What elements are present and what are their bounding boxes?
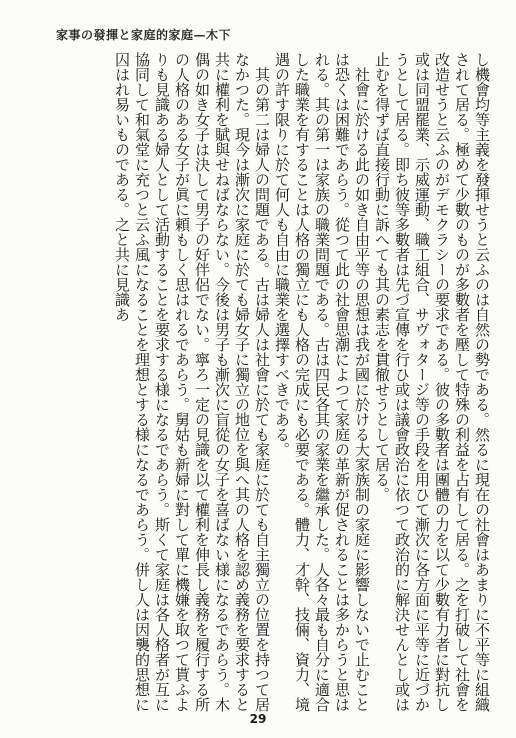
page-number: 29 <box>249 712 267 726</box>
paragraph: し機會均等主義を發揮せうと云ふのは自然の勢である。然るに現在の社會はあまりに不平等に組織されて居る。極めて少數のものが多數者を壓して特殊の利益を占有して居る。之を打破して社會を改造せうと云ふのがデモクラシーの要求である。彼の多數者は團體の力を以て少數有力者に對抗し或は同盟罷業、示威運動、職工組合、サヴォタージ等の手段を用ひて漸次に各方面に平等に近づかうとして居る。即ち彼等多數者は先づ宣傳を行ひ或は議會政治に依つて政治的に解決せんとし或は止むを得ずば直接行動に訴へても其の素志を貫徹せうとして居る。 <box>373 52 491 712</box>
paragraph: 社會に於ける此の如き自由平等の思想は我が國に於ける大家族制の家庭に影響しないで止むことは恐くは困難であらう。從つて此の社會思潮によつて家庭の革新が促されることは多からうと思はれる。其の第一は家族の職業問題である。古は四民各其の家業を繼承した。人各々最も自分に適合した職業を有することは人格の獨立にも人格の完成にも必要である。體力、才幹、技倆、資力、境遇の許す限りに於て何人も自由に職業を選擇すべきである。 <box>273 52 371 712</box>
paragraph: 其の第二は婦人の問題である。古は婦人は社會に於ても家庭に於ても自主獨立の位置を持つて居なかつた。現今は漸次に家庭に於ても婦女子に獨立の地位を與へ其の人格を認め義務を要求すると共に權利を賦與せねばならない。今後は男子も漸次に盲從の女子を喜ばない様になるであらう。木偶の如き女子は決して男子の好伴侶でない。寧ろ一定の見識を以て權利を伸長し義務を履行する所の人格のある女子が眞に頼もしく思はれるであらう。舅姑も新婦に對して單に機嫌を取つて貰ふよりも見識ある婦人として活動することを要求する様になるであらう。斯くて家庭は各人格者が互に協同して和氣堂に充つと云ふ風になることを理想とする様になるであらう。併し人は因襲的思想に囚はれ易いものである。之と共に見識あ <box>113 52 271 712</box>
body-text <box>22 52 492 712</box>
running-head: 家事の發揮と家庭的家庭—木下 <box>56 28 232 42</box>
